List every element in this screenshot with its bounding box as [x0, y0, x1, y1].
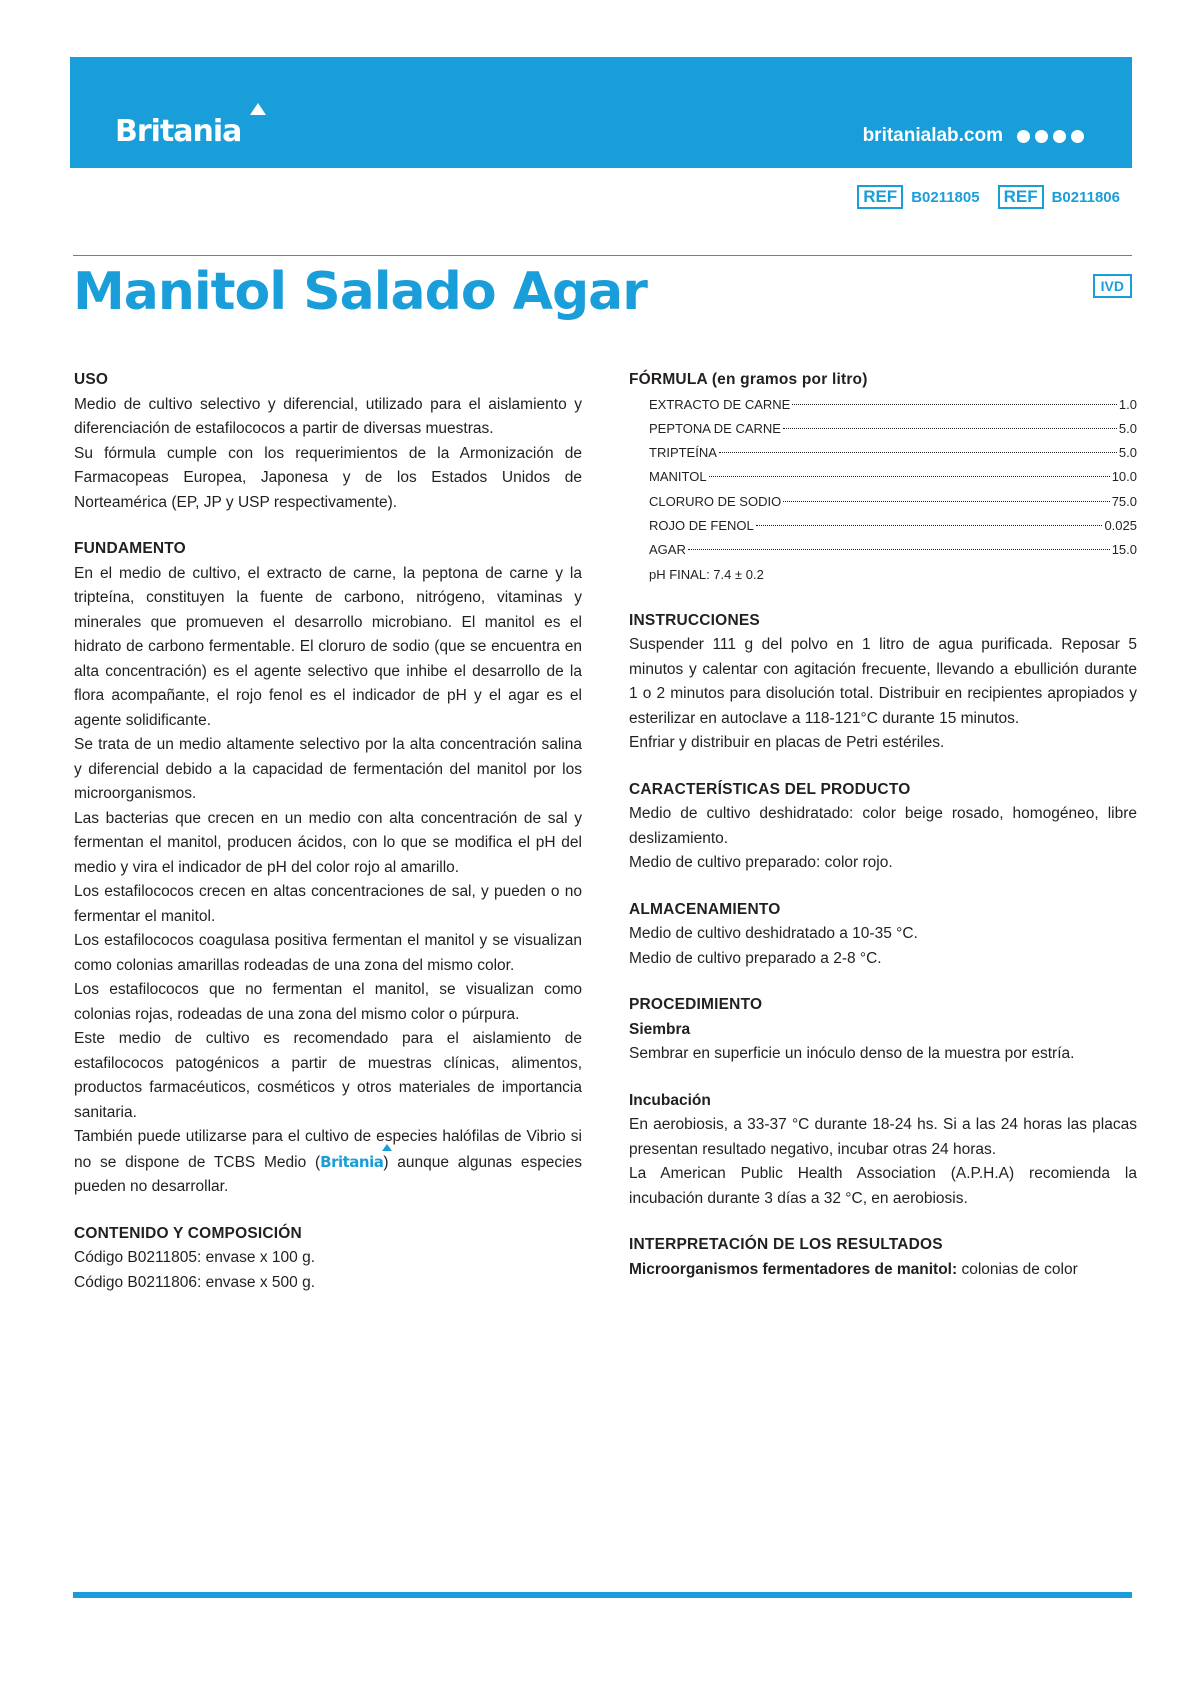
ref-code: B0211806 [1051, 188, 1120, 206]
paragraph: Su fórmula cumple con los requerimientos de la Armonización de Farmacopeas Europea, Japonesa y de los Estados Unidos de Norteamérica (EP, JP y USP respectivamente). [74, 444, 582, 511]
ref-item [998, 185, 1120, 209]
dot-leader [719, 452, 1117, 453]
paragraph: Los estafilococos coagulasa positiva fermentan el manitol y se visualizan como colonias amarillas rodeadas de una zona del mismo color. [74, 932, 582, 974]
paragraph: Los estafilococos crecen en altas concentraciones de sal, y pueden o no fermentar el manitol. [74, 883, 582, 925]
formula-row [649, 514, 1137, 538]
formula-row [649, 538, 1137, 562]
section-heading: PROCEDIMIENTO [629, 996, 763, 1014]
ref-label: REF [998, 185, 1044, 209]
paragraph: Medio de cultivo preparado: color rojo. [629, 854, 893, 872]
paragraph: Este medio de cultivo es recomendado para el aislamiento de estafilococos patogénicos a partir de muestras clínicas, alimentos, productos farmacéuticos, cosméticos y otros materiales de importancia sanitaria. [74, 1030, 582, 1121]
text: colonias de color [957, 1260, 1078, 1278]
paragraph: Código B0211806: envase x 500 g. [74, 1273, 316, 1291]
subsection-heading: Incubación [629, 1091, 711, 1109]
facebook-icon[interactable] [1017, 130, 1030, 143]
ivd-badge: IVD [1093, 274, 1132, 298]
section-heading: USO [74, 371, 109, 388]
section-fundamento [74, 537, 582, 1200]
paragraph: Medio de cultivo preparado a 2-8 °C. [629, 949, 882, 967]
final-ph: pH FINAL: 7.4 ± 0.2 [649, 566, 764, 582]
paragraph: Los estafilococos que no fermentan el manitol, se visualizan como colonias rojas, rodeadas de una zona del mismo color o púrpura. [74, 981, 582, 1023]
formula-row [649, 393, 1137, 417]
website-link[interactable]: britanialab.com [862, 125, 1003, 146]
page-title: Manitol Salado Agar [73, 262, 647, 322]
text: También puede utilizarse para el cultivo de especies halófilas de Vibrio si no se dispone de TCBS Medio ( [74, 1128, 582, 1171]
formula-table [649, 393, 1137, 587]
dot-leader [688, 549, 1110, 550]
paragraph: Medio de cultivo selectivo y diferencial, utilizado para el aislamiento y diferenciación de estafilococos a partir de diversas muestras. [74, 395, 582, 437]
ingredient-value: 10.0 [1111, 469, 1137, 485]
ingredient-value: 0.025 [1104, 517, 1137, 533]
paragraph: La American Public Health Association (A.P.H.A) recomienda la incubación durante 3 días a 32 °C, en aerobiosis. [629, 1165, 1137, 1207]
dot-leader [783, 428, 1117, 429]
paragraph: Código B0211805: envase x 100 g. [74, 1249, 316, 1266]
section-interpretacion [629, 1233, 1137, 1282]
section-heading: INTERPRETACIÓN DE LOS RESULTADOS [629, 1236, 943, 1254]
ingredient-value: 75.0 [1111, 493, 1137, 509]
ingredient-value: 5.0 [1118, 445, 1137, 461]
logo-triangle-icon [250, 103, 266, 115]
section-heading: FUNDAMENTO [74, 540, 186, 557]
section-heading: INSTRUCCIONES [629, 611, 760, 629]
text: ) aunque algunas especies pueden no desarrollar. [74, 1153, 582, 1195]
paragraph: Suspender 111 g del polvo en 1 litro de agua purificada. Reposar 5 minutos y calentar con agitación frecuente, llevando a ebullición durante 1 o 2 minutos para disolución total. Distribuir en recipientes apropiados y esterilizar en autoclave a 118-121°C durante 15 minutos. [629, 636, 1137, 727]
linkedin-icon[interactable] [1071, 130, 1084, 143]
ref-code: B0211805 [911, 188, 980, 206]
brand-inline-logo: Britania [320, 1150, 383, 1175]
left-column [74, 368, 582, 1317]
header-band [70, 57, 1132, 168]
ref-label: REF [857, 185, 903, 209]
section-almacenamiento [629, 898, 1137, 972]
ingredient-name: MANITOL [649, 469, 707, 485]
dot-leader [783, 501, 1110, 502]
right-column [629, 368, 1137, 1304]
ingredient-name: PEPTONA DE CARNE [649, 420, 781, 436]
section-contenido [74, 1222, 582, 1296]
ingredient-name: EXTRACTO DE CARNE [649, 396, 791, 412]
paragraph: En aerobiosis, a 33-37 °C durante 18-24 hs. Si a las 24 horas las placas presentan resultado negativo, incubar otras 24 horas. [629, 1116, 1137, 1158]
section-procedimiento [629, 993, 1137, 1211]
website-block [863, 125, 1084, 147]
dot-leader [756, 525, 1103, 526]
paragraph [629, 1258, 1137, 1283]
formula-row [649, 417, 1137, 441]
ingredient-value: 5.0 [1118, 420, 1137, 436]
reference-codes [857, 185, 1120, 209]
twitter-icon[interactable] [1035, 130, 1048, 143]
ingredient-name: ROJO DE FENOL [649, 517, 754, 533]
formula-row [649, 441, 1137, 465]
social-icons [1017, 130, 1084, 143]
paragraph: Medio de cultivo deshidratado: color beige rosado, homogéneo, libre deslizamiento. [629, 805, 1137, 847]
bold-lead: Microorganismos fermentadores de manitol: [629, 1260, 958, 1278]
ingredient-name: TRIPTEÍNA [649, 445, 717, 461]
section-heading: FÓRMULA (en gramos por litro) [629, 371, 868, 388]
dot-leader [709, 476, 1110, 477]
section-heading: CARACTERÍSTICAS DEL PRODUCTO [629, 780, 911, 798]
ingredient-name: AGAR [649, 542, 686, 558]
ingredient-value: 15.0 [1111, 542, 1137, 558]
paragraph: Sembrar en superficie un inóculo denso de la muestra por estría. [629, 1045, 1075, 1063]
ref-item [857, 185, 979, 209]
brand-logo[interactable]: Britania [115, 114, 242, 149]
section-caracteristicas [629, 778, 1137, 876]
paragraph: Medio de cultivo deshidratado a 10-35 °C. [629, 925, 918, 943]
section-instrucciones [629, 609, 1137, 756]
subsection-heading: Siembra [629, 1020, 691, 1038]
formula-row [649, 490, 1137, 514]
section-heading: ALMACENAMIENTO [629, 900, 781, 918]
footer-rule [73, 1592, 1132, 1598]
paragraph: Las bacterias que crecen en un medio con alta concentración de sal y fermentan el manitol, producen ácidos, con lo que se modifica el pH del medio y vira el indicador de pH del color rojo al amarillo. [74, 809, 582, 876]
section-formula [629, 368, 1137, 587]
paragraph: En el medio de cultivo, el extracto de carne, la peptona de carne y la tripteína, constituyen la fuente de carbono, nitrógeno, vitaminas y minerales que promueven el desarrollo microbiano. El manitol es el hidrato de carbono fermentable. El cloruro de sodio (que se encuentra en alta concentración) es el agente selectivo que inhibe el desarrollo de la flora acompañante, el rojo fenol es el indicador de pH y el agar es el agente solidificante. [74, 564, 582, 729]
dot-leader [792, 404, 1117, 405]
youtube-icon[interactable] [1053, 130, 1066, 143]
ingredient-value: 1.0 [1118, 396, 1137, 412]
section-heading: CONTENIDO Y COMPOSICIÓN [74, 1224, 302, 1242]
section-uso [74, 368, 582, 515]
ingredient-name: CLORURO DE SODIO [649, 493, 782, 509]
paragraph-vibrio [74, 1125, 582, 1200]
paragraph: Se trata de un medio altamente selectivo por la alta concentración salina y diferencial debido a la capacidad de fermentación del manitol por los microorganismos. [74, 736, 582, 802]
title-rule [73, 255, 1132, 256]
formula-row [649, 465, 1137, 489]
paragraph: Enfriar y distribuir en placas de Petri estériles. [629, 734, 945, 752]
